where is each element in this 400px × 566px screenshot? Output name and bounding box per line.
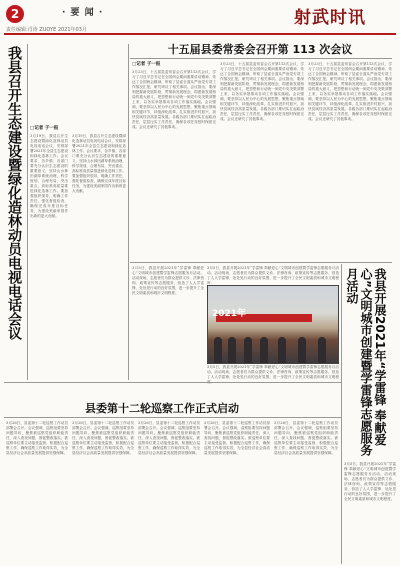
photo-person	[298, 337, 306, 363]
bottom-body-col1: 3月26日，县委第十二轮巡察工作动员部署会召开。会议强调，巡察组要坚持问题导向，聚焦被巡察党组织职能责任，深入查找问题，督促整改落实。被巡察单位要主动接受监督，积极配合巡察工作，确保巡察工作取得实效，为全县经济社会高质量发展提供坚强保障。	[6, 421, 68, 455]
header-rule	[4, 33, 396, 35]
bottom-body-col2: 3月26日，县委第十二轮巡察工作动员部署会召开。会议强调，巡察组要坚持问题导向，聚焦被巡察党组织职能责任，深入查找问题，督促整改落实。被巡察单位要主动接受监督，积极配合巡察工作，确保巡察工作取得实效，为全县经济社会高质量发展提供坚强保障。	[72, 421, 134, 455]
headline-rule	[130, 58, 392, 59]
editor-line: 责任编辑:肖涛 ZUOYE 2021年03月	[6, 27, 87, 33]
left-body-col1: 3月19日，我县召开生态建设暨绿化造林动员电视电话会议，安排部署2021年全县生态建设和绿化造林工作。会议要求，各乡镇、各部门要充分认识生态建设的重要意义，坚持山水林田湖草系统治理，科学规划，合理布局，突出重点，高标准高质量推进绿化造林工作。要加强组织领导，明确工作责任，强化督促检查，确保完成年度目标任务，为建设美丽家园作出新的更大贡献。	[30, 134, 68, 218]
right-body: 3月5日，我县开展2021年“学雷锋 奉献爱心”文明城市创建暨学雷锋志愿服务月活动。活动现场，志愿者们为群众提供义诊、法律咨询、政策宣传等志愿服务，营造了人人学雷锋、处处见行动的良好氛围，进一步提升了全民文明素质和城市文明程度。	[344, 462, 396, 501]
photo-person	[260, 337, 268, 363]
photo-person	[278, 337, 286, 363]
bottom-headline: 县委第十二轮巡察工作正式启动	[85, 402, 239, 415]
bottom-divider	[4, 382, 341, 383]
bottom-body-col3: 3月26日，县委第十二轮巡察工作动员部署会召开。会议强调，巡察组要坚持问题导向，聚焦被巡察党组织职能责任，深入查找问题，督促整改落实。被巡察单位要主动接受监督，积极配合巡察工作，确保巡察工作取得实效，为全县经济社会高质量发展提供坚强保障。	[138, 421, 200, 455]
right-body-under-photo: 3月5日，我县开展2021年“学雷锋 奉献爱心”文明城市创建暨学雷锋志愿服务月活动。活动现场，志愿者们为群众提供义诊、法律咨询、政策宣传等志愿服务，营造了人人学雷锋、处处见行动的良好氛围，进一步提升了全民文明素质和城市文明程	[207, 365, 339, 379]
main-subhead: □记者 子一报	[132, 62, 161, 67]
main-body-col2: 3月23日，十五届县委常委会召开第113次会议，学习了习近平总书记在全国两会期间重要讲话精神，传达了全国两会精神，听取了县委全面从严治党专项工作情况汇报，研究审议了相关事项。会议指出，要深刻把握新发展阶段、贯彻新发展理念、构建新发展格局的重大意义，把思想和行动统一到党中央决策部署上来，以务实举措推动各项工作落实落地。会议强调，要坚持以人民为中心的发展思想，聚焦重点领域和关键环节，持续深化改革，扎实推进乡村振兴，加快县域经济高质量发展。各级各部门要切实扛起政治责任，层层压实工作责任，确保各项任务按时保质完成。会议还研究了其他事项。	[220, 62, 304, 121]
photo-person	[228, 337, 236, 363]
bottom-body-col5: 3月26日，县委第十二轮巡察工作动员部署会召开。会议强调，巡察组要坚持问题导向，聚焦被巡察党组织职能责任，深入查找问题，督促整改落实。被巡察单位要主动接受监督，积极配合巡察工作，确保巡察工作取得实效，为全县经济社会高质量发展提供坚强保障。	[274, 421, 338, 455]
photo-person	[318, 337, 326, 363]
bottom-headline-rule	[4, 417, 341, 418]
left-title-rule	[27, 44, 28, 380]
left-subhead: □记者 子一报	[30, 126, 59, 131]
section-label: · 要 闻 ·	[62, 8, 104, 18]
left-vertical-title: 我县召开生态建设暨绿化造林动员电视电话会议	[6, 46, 22, 340]
newspaper-logo: 射武时讯	[294, 8, 366, 28]
main-headline: 十五届县委常委会召开第 113 次会议	[167, 43, 353, 56]
photo-banner-text: 2021年	[212, 309, 247, 319]
left-column-rule	[128, 44, 129, 380]
right-vertical-title: 我县开展2021年“学雷锋 奉献爱心”文明城市创建暨学雷锋志愿服务月活动	[345, 268, 387, 456]
page-number: 2	[10, 7, 20, 21]
main-body-col1: 3月23日，十五届县委常委会召开第113次会议，学习了习近平总书记在全国两会期间重要讲话精神，传达了全国两会精神，听取了县委全面从严治党专项工作情况汇报，研究审议了相关事项。会议指出，要深刻把握新发展阶段、贯彻新发展理念、构建新发展格局的重大意义，把思想和行动统一到党中央决策部署上来，以务实举措推动各项工作落实落地。会议强调，要坚持以人民为中心的发展思想，聚焦重点领域和关键环节，持续深化改革，扎实推进乡村振兴，加快县域经济高质量发展。各级各部门要切实扛起政治责任，层层压实工作责任，确保各项任务按时保质完成。会议还研究了其他事项。	[132, 70, 216, 129]
left-body-col2: 3月19日，我县召开生态建设暨绿化造林动员电视电话会议，安排部署2021年全县生态建设和绿化造林工作。会议要求，各乡镇、各部门要充分认识生态建设的重要意义，坚持山水林田湖草系统治理，科学规划，合理布局，突出重点，高标准高质量推进绿化造林工作。要加强组织领导，明确工作责任，强化督促检查，确保完成年度目标任务，为建设美丽家园作出新的更大贡献。	[72, 134, 126, 193]
bottom-body-col4: 3月26日，县委第十二轮巡察工作动员部署会召开。会议强调，巡察组要坚持问题导向，聚焦被巡察党组织职能责任，深入查找问题，督促整改落实。被巡察单位要主动接受监督，积极配合巡察工作，确保巡察工作取得实效，为全县经济社会高质量发展提供坚强保障。	[204, 421, 270, 455]
volunteer-event-photo	[207, 285, 339, 364]
page-number-badge	[6, 5, 24, 23]
photo-caption-text: 3月5日，我县开展2021年“学雷锋 奉献爱心”文明城市创建暨学雷锋志愿服务月活动。活动现场，志愿者们为群众提供义诊、法律咨询、政策宣传等志愿服务，营造了人人学雷锋、处处见行动的良好氛围，进一步提升了全民文明素质和城市文明程度。	[207, 266, 339, 284]
section-divider	[130, 262, 392, 263]
right-column-rule	[341, 264, 342, 564]
middle-body: 3月5日，我县开展2021年“学雷锋 奉献爱心”文明城市创建暨学雷锋志愿服务月活动。活动现场，志愿者们为群众提供义诊、法律咨询、政策宣传等志愿服务，营造了人人学雷锋、处处见行动的良好氛围，进一步提升了全民文明素质和城市文明程度。	[132, 266, 204, 295]
photo-person	[214, 337, 222, 363]
photo-person	[244, 337, 252, 363]
main-body-col3: 3月23日，十五届县委常委会召开第113次会议，学习了习近平总书记在全国两会期间重要讲话精神，传达了全国两会精神，听取了县委全面从严治党专项工作情况汇报，研究审议了相关事项。会议指出，要深刻把握新发展阶段、贯彻新发展理念、构建新发展格局的重大意义，把思想和行动统一到党中央决策部署上来，以务实举措推动各项工作落实落地。会议强调，要坚持以人民为中心的发展思想，聚焦重点领域和关键环节，持续深化改革，扎实推进乡村振兴，加快县域经济高质量发展。各级各部门要切实扛起政治责任，层层压实工作责任，确保各项任务按时保质完成。会议还研究了其他事项。	[308, 62, 392, 121]
